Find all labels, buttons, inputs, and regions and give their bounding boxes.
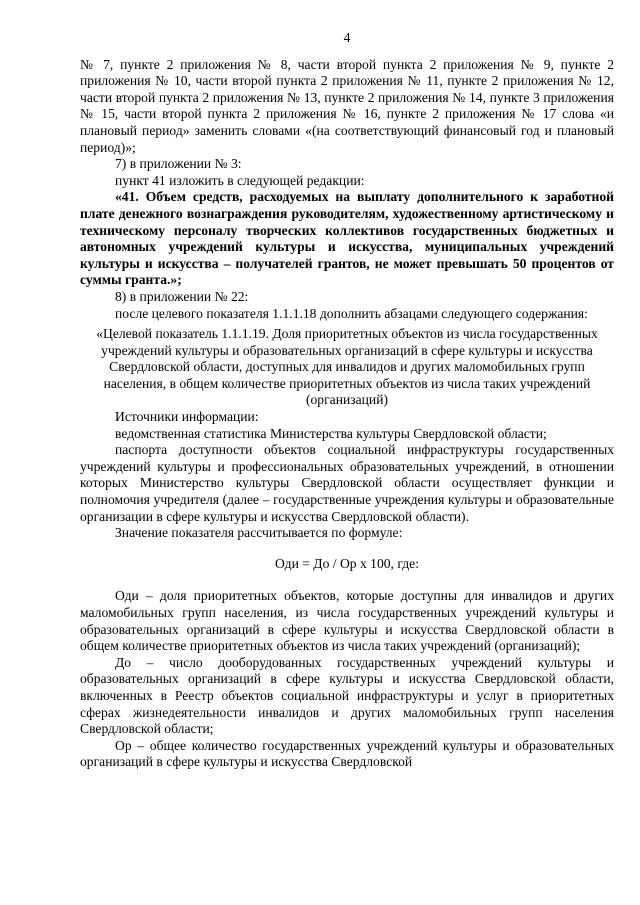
paragraph-point-41-intro: пункт 41 изложить в следующей редакции: (115, 172, 365, 188)
page-number: 4 (343, 30, 351, 45)
formula: Оди = До / Ор x 100, где: (275, 555, 419, 571)
paragraph-sources-heading: Источники информации: (115, 409, 259, 425)
paragraph-item-7: 7) в приложении № 3: (115, 156, 242, 172)
paragraph-definition-odi: Оди – доля приоритетных объектов, которые доступны для инвалидов и других маломобильных групп населения, из числа государственных учреждений культуры и образовательных организаций в сфере культуры и искусства Свердловской области в общем количестве приоритетных объектов из числа таких учреждений (организаций); (80, 588, 614, 654)
paragraph-point-41-text: «41. Объем средств, расходуемых на выплату дополнительного к заработной плате денежного вознаграждения руководителям, художественному артистическому и техническому персоналу творческих коллективов государственных бюджетных и автономных учреждений культуры и искусства, муниципальных учреждений культуры и искусства – получателей грантов, не может превышать 50 процентов от суммы гранта.»; (80, 189, 614, 288)
paragraph-after-indicator: после целевого показателя 1.1.1.18 дополнить абзацами следующего содержания: (115, 305, 588, 321)
paragraph-definition-do: До – число дооборудованных государственных учреждений культуры и образовательных организаций в сфере культуры и искусства Свердловской области, включенных в Реестр объектов социальной инфраструктуры и услуг в приоритетных сферах жизнедеятельности инвалидов и других маломобильных групп населения Свердловской области; (80, 654, 614, 737)
paragraph-source-statistics: ведомственная статистика Министерства культуры Свердловской области; (115, 425, 547, 441)
document-page (80, 30, 614, 771)
paragraph-definition-or: Ор – общее количество государственных учреждений культуры и образовательных организаций в сфере культуры и искусства Свердловской (80, 737, 614, 770)
paragraph-item-8: 8) в приложении № 22: (115, 288, 249, 304)
paragraph-amendment-list: № 7, пункте 2 приложения № 8, части второй пункта 2 приложения № 9, пункте 2 приложения № 10, части второй пункта 2 приложения № 11, пункте 2 приложения № 12, части второй пункта 2 приложения № 13, пункте 2 приложения № 14, пункте 3 приложения № 15, части второй пункта 2 приложения № 16, пункте 2 приложения № 17 слова «и плановый период» заменить словами «(на соответствующий финансовый год и плановый период)»; (80, 56, 614, 155)
paragraph-source-passports: паспорта доступности объектов социальной инфраструктуры государственных учреждений культуры и профессиональных образовательных учреждений, в отношении которых Министерство культуры Свердловской области осуществляет функции и полномочия учредителя (далее – государственные учреждения культуры и образовательные организации в сфере культуры и искусства Свердловской области). (80, 442, 614, 524)
paragraph-formula-intro: Значение показателя рассчитывается по формуле: (115, 525, 403, 541)
paragraph-target-indicator-heading: «Целевой показатель 1.1.1.19. Доля приоритетных объектов из числа государственных учреждений культуры и образовательных организаций в сфере культуры и искусства Свердловской области, доступных для инвалидов и других маломобильных групп населения, в общем количестве приоритетных объектов из числа таких учреждений (организаций) (96, 326, 598, 408)
